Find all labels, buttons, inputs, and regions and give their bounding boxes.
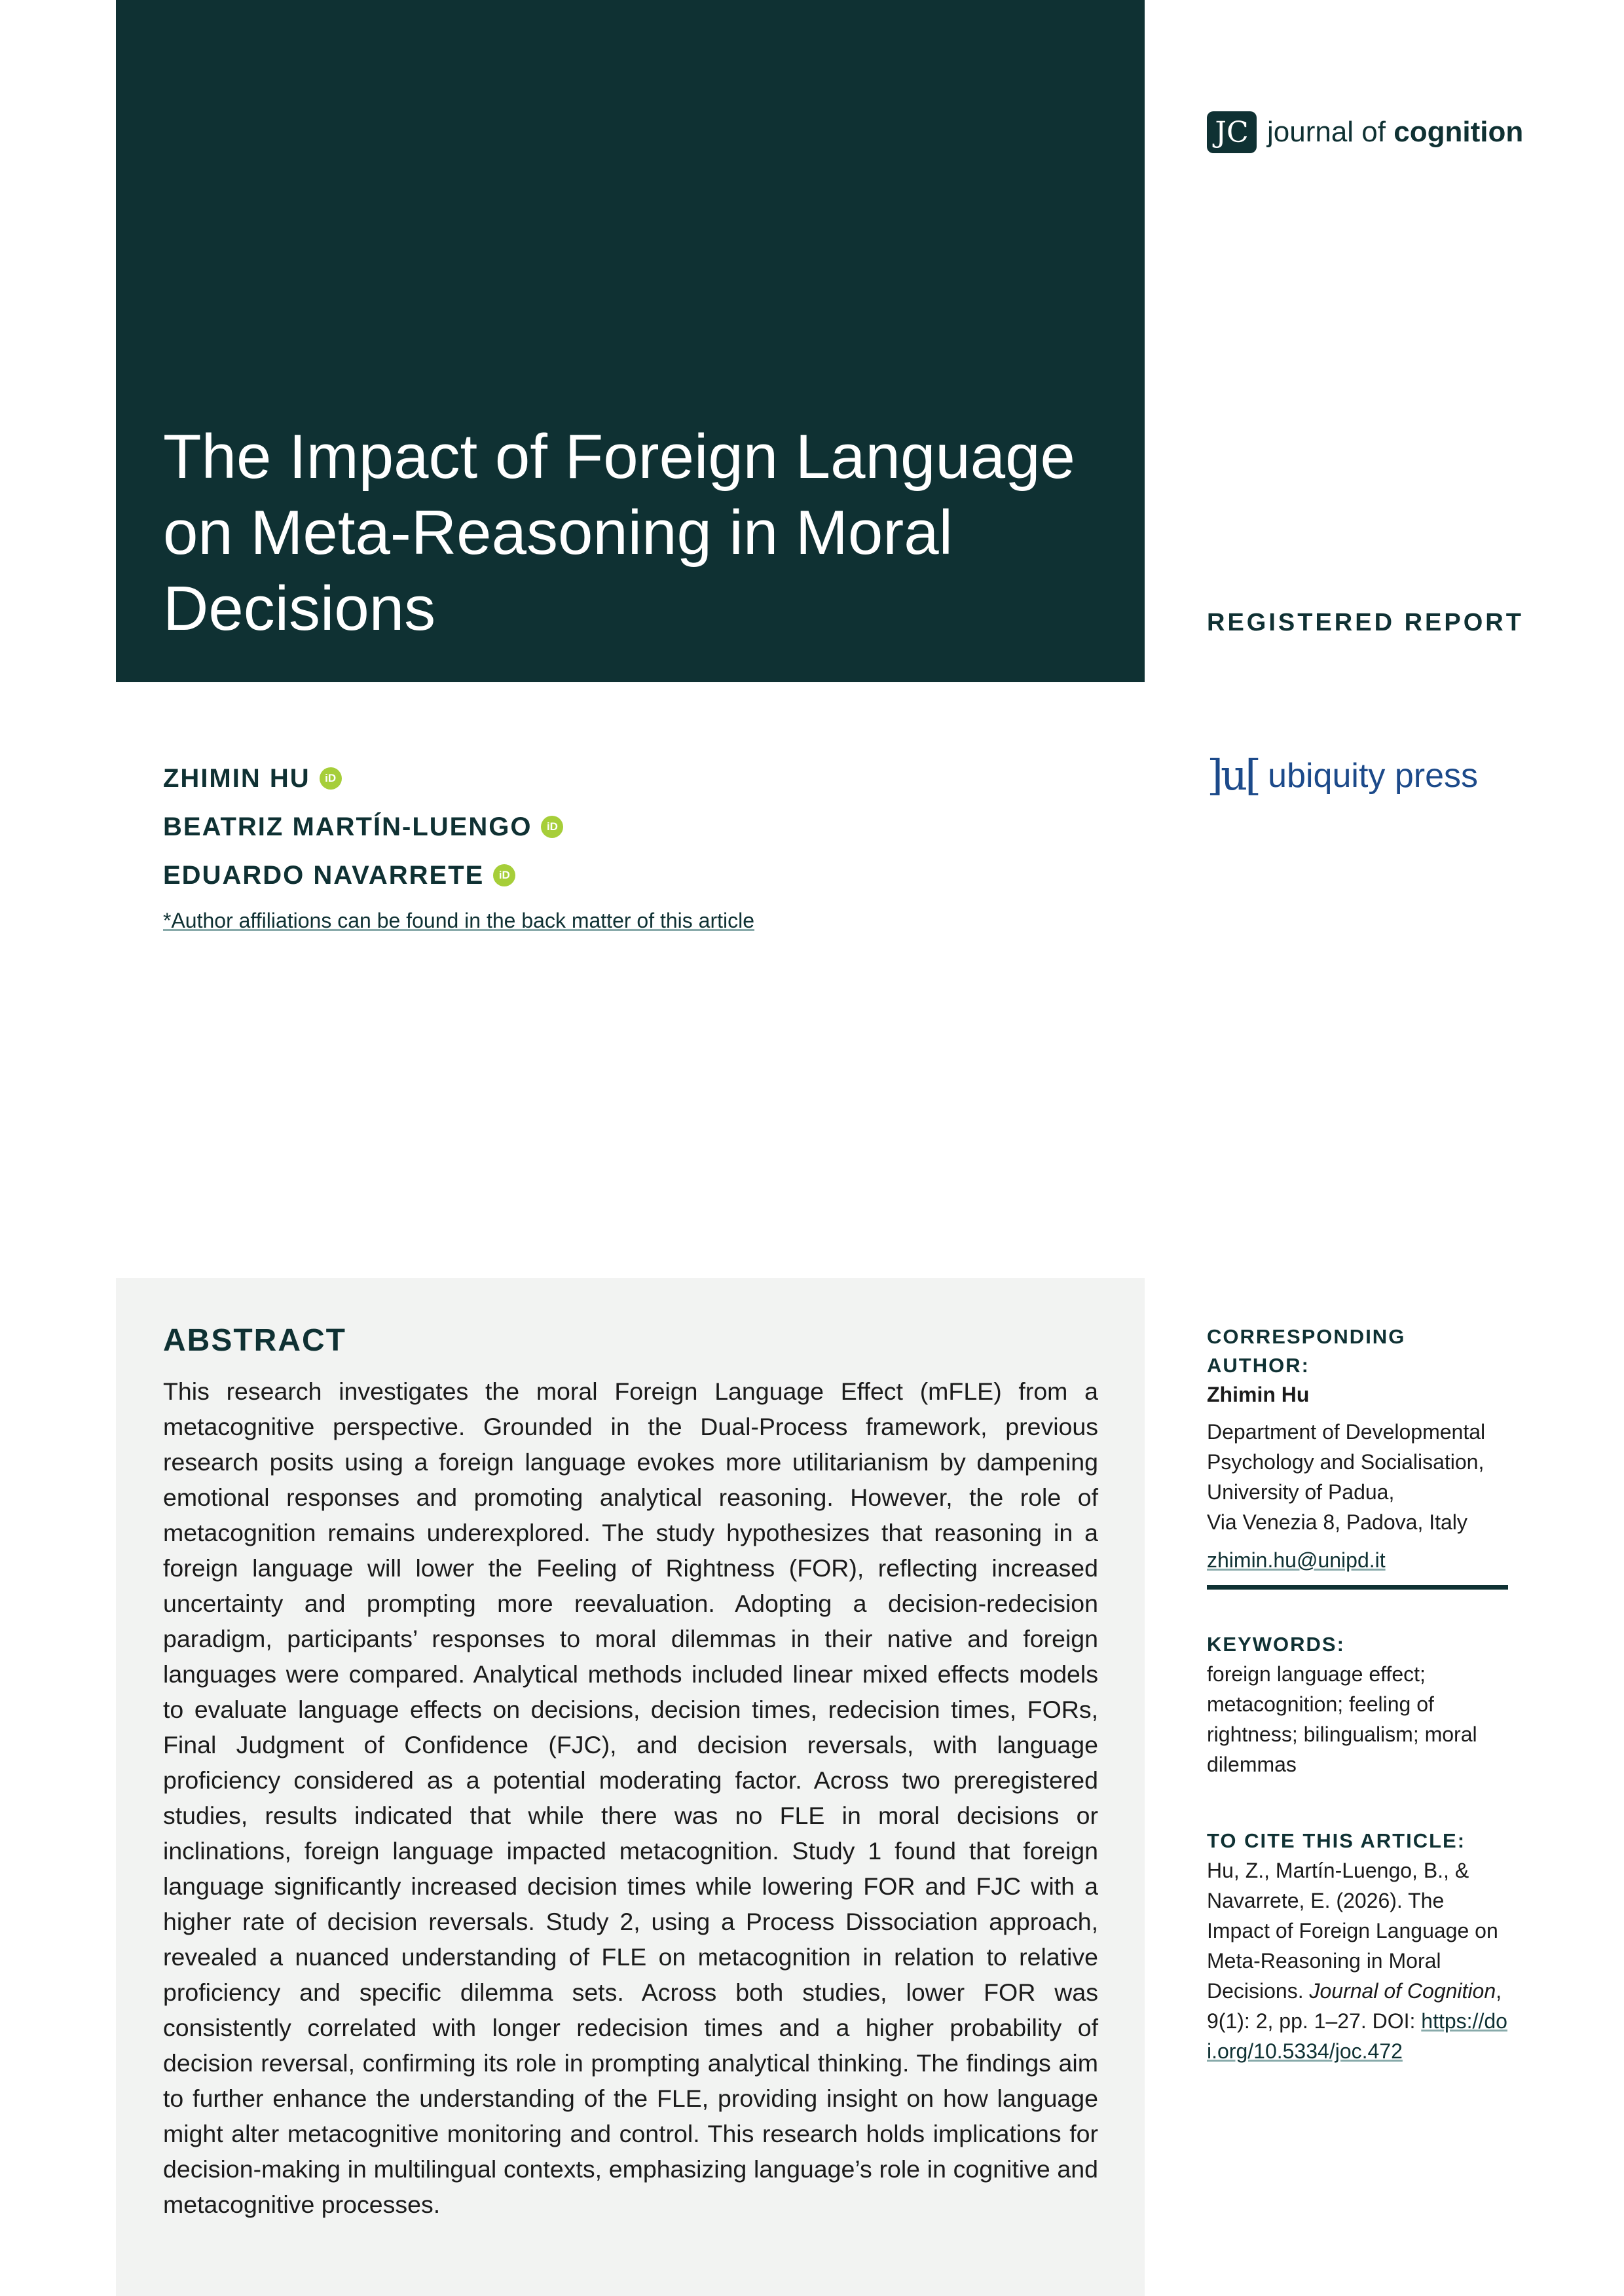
cite-heading: TO CITE THIS ARTICLE: xyxy=(1207,1829,1466,1852)
author-list xyxy=(163,754,754,933)
title-banner xyxy=(116,0,1145,682)
publisher-name: ubiquity press xyxy=(1268,757,1478,795)
article-type: REGISTERED REPORT xyxy=(1207,609,1524,636)
publisher-logo[interactable] xyxy=(1207,752,1478,800)
orcid-icon[interactable]: iD xyxy=(541,816,563,838)
affiliations-link[interactable]: *Author affiliations can be found in the back matter of this article xyxy=(163,909,755,932)
divider xyxy=(1207,1585,1508,1590)
doi-link[interactable]: https://doi.org/10.5334/joc.472 xyxy=(1207,2009,1507,2063)
abstract-text: This research investigates the moral Foreign Language Effect (mFLE) from a metacognitive perspective. Grounded in the Dual-Process framework, previous research posits using a foreign language evokes more utilitarianism by dampening emotional responses and promoting analytical reasoning. However, the role of metacognition remains underexplored. The study hypothesizes that reasoning in a foreign language will lower the Feeling of Rightness (FOR), reflecting increased uncertainty and prompting more reevaluation. Adopting a decision-redecision paradigm, participants’ responses to moral dilemmas in their native and foreign languages were compared. Analytical methods included linear mixed effects models to evaluate language effects on decisions, decision times, redecision times, FORs, Final Judgment of Confidence (FJC), and decision reversals, with language proficiency considered as a potential moderating factor. Across two preregistered studies, results indicated that while there was no FLE in moral decisions or inclinations, foreign language impacted metacognition. Study 1 found that foreign language significantly increased decision times while lowering FOR and FJC with a higher rate of decision reversals. Study 2, using a Process Dissociation approach, revealed a nuanced understanding of FLE on metacognition in relation to relative proficiency and specific dilemma sets. Across both studies, lower FOR was consistently correlated with longer redecision times and a higher probability of decision reversal, confirming its role in prompting analytical thinking. The findings aim to further enhance the understanding of the FLE, providing insight on how language might alter metacognitive monitoring and control. This research holds implications for decision-making in multilingual contexts, emphasizing language’s role in cognitive and metacognitive processes. xyxy=(163,1377,1098,2218)
corresponding-heading: CORRESPONDING AUTHOR: xyxy=(1207,1325,1406,1377)
citation xyxy=(1207,1827,1508,2066)
author: BEATRIZ MARTÍN-LUENGO iD xyxy=(163,803,754,851)
author: EDUARDO NAVARRETE iD xyxy=(163,851,754,900)
article-title: The Impact of Foreign Language on Meta-Reasoning in Moral Decisions xyxy=(163,422,1075,644)
keywords-text: foreign language effect; metacognition; feeling of rightness; bilingualism; moral dilemmas xyxy=(1207,1662,1477,1776)
journal-logo-mark: JC xyxy=(1207,111,1257,153)
journal-name: journal of cognition xyxy=(1267,116,1524,148)
abstract-heading: ABSTRACT xyxy=(163,1323,346,1358)
publisher-mark: ]u[ xyxy=(1207,752,1259,800)
orcid-icon[interactable]: iD xyxy=(320,767,342,790)
author: ZHIMIN HU iD xyxy=(163,754,754,803)
orcid-icon[interactable]: iD xyxy=(493,864,515,886)
abstract-section xyxy=(116,1278,1145,2296)
email-link[interactable]: zhimin.hu@unipd.it xyxy=(1207,1548,1386,1572)
corresponding-name: Zhimin Hu xyxy=(1207,1383,1310,1406)
open-lock-icon xyxy=(1144,77,1216,189)
corresponding-address: Department of Developmental Psychology and Socialisation, University of Padua, Via Venezia 8, Padova, Italy xyxy=(1207,1420,1486,1534)
keywords-heading: KEYWORDS: xyxy=(1207,1633,1345,1656)
cite-text: Hu, Z., Martín-Luengo, B., & Navarrete, E. (2026). The Impact of Foreign Language on Meta-Reasoning in Moral Decisions. Journal of Cognition, 9(1): 2, pp. 1–27. DOI: https://doi.org/10.5334/joc.472 xyxy=(1207,1859,1507,2063)
keywords xyxy=(1207,1630,1508,1779)
journal-logo[interactable] xyxy=(1207,111,1523,153)
corresponding-author xyxy=(1207,1322,1508,1575)
